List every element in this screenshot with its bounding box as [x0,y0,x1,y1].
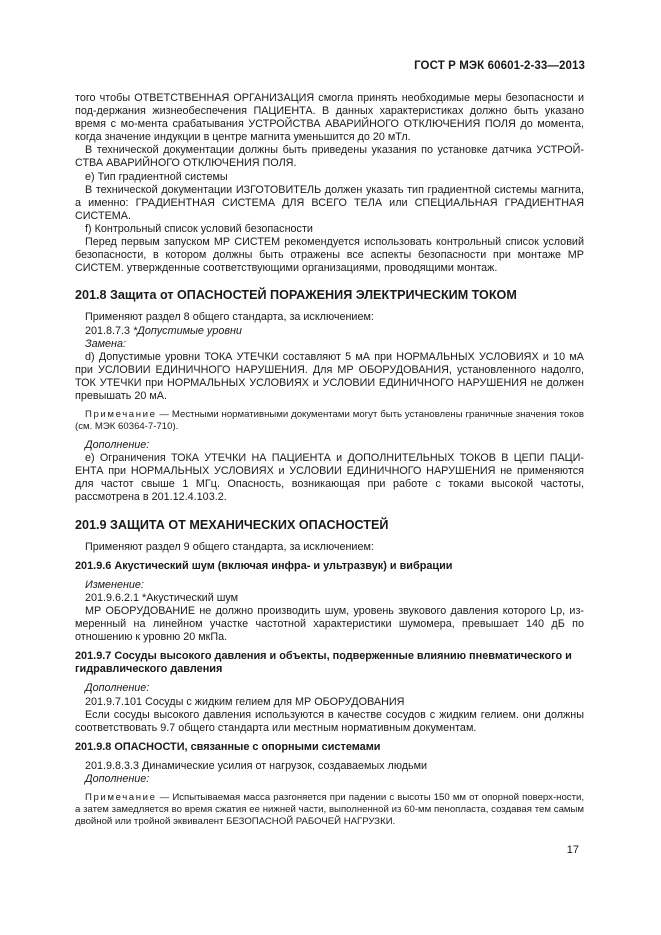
paragraph-text: e) Ограничения ТОКА УТЕЧКИ НА ПАЦИЕНТА и ДОПОЛНИТЕЛЬНЫХ ТОКОВ В ЦЕПИ ПАЦИ-ЕНТА при НОРМАЛЬНЫХ УСЛОВИЯХ и УСЛОВИИ ЕДИНИЧНОГО НАРУШЕНИЯ не применяются для частот свыше 1 МГц. Опасность, возникающая при работе с токами высокой частоты, рассмотрена в 201.12.4.103.2. [75,452,584,504]
paragraph-text: d) Допустимые уровни ТОКА УТЕЧКИ составляют 5 мА при НОРМАЛЬНЫХ УСЛОВИЯХ и 10 мА при УСЛОВИИ ЕДИНИЧНОГО НАРУШЕНИЯ. Для МР ОБОРУДОВАНИЯ, установленного надолго, ТОК УТЕЧКИ при НОРМАЛЬНЫХ УСЛОВИЯХ и УСЛОВИИ ЕДИНИЧНОГО НАРУШЕНИЯ не должен превышать 20 мА. [75,350,584,402]
page-content [75,92,584,828]
note-label: Примечание [85,792,157,804]
subsection-heading: 201.9.6 Акустический шум (включая инфра- и ультразвук) и вибрации [75,559,453,572]
body-paragraph [75,311,584,324]
paragraph-text: Применяют раздел 8 общего стандарта, за исключением: [85,311,374,324]
italic-label [75,773,584,786]
spacer [75,302,584,311]
italic-label [75,579,584,592]
paragraph-text: f) Контрольный список условий безопасности [85,222,313,235]
body-paragraph [75,605,584,644]
italic-title: *Допустимые уровни [133,324,242,337]
note-label: Примечание [85,409,157,421]
body-paragraph [75,709,584,735]
paragraph-text: Перед первым запуском МР СИСТЕМ рекомендуется использовать контрольный список условий безопасности, в котором должны быть отражены все аспекты безопасности при монтаже МР СИСТЕМ. утвержденные соответствующими организациями, проводящими монтаж. [75,236,584,275]
body-paragraph [75,760,584,773]
body-paragraph [75,452,584,504]
spacer [75,532,584,541]
body-paragraph [75,592,584,605]
body-paragraph [75,696,584,709]
body-paragraph [75,325,584,338]
page-number: 17 [566,844,579,856]
body-paragraph [75,541,584,554]
paragraph-text: Если сосуды высокого давления используются в качестве сосудов с жидким гелием. они должны соответствовать 9.7 общего стандарта или местным нормативным документам. [75,708,584,734]
paragraph-text: 201.9.7.101 Сосуды с жидким гелием для МР ОБОРУДОВАНИЯ [85,695,405,708]
subsection-heading: 201.9.8 ОПАСНОСТИ, связанные с опорными системами [75,740,381,753]
note-paragraph [75,409,584,433]
note-paragraph [75,792,584,828]
paragraph-text: 201.9.8.3.3 Динамические усилия от нагрузок, создаваемых людьми [85,759,428,772]
body-paragraph [75,171,584,184]
paragraph-text: Изменение: [85,578,144,591]
italic-label [75,338,584,351]
paragraph-text: Дополнение: [85,682,150,695]
note-text: — Испытываемая масса разгоняется при падении с высоты 150 мм от опорной поверх-ности, а затем замедляется во время сжатия ее нижней части, выполненной из 60-мм пенопласта, создавая тем самым двойной или тройной эквивалент БЕЗОПАСНОЙ РАБОЧЕЙ НАГРУЗКИ. [75,792,584,828]
document-code: ГОСТ Р МЭК 60601-2-33—2013 [414,60,585,72]
body-paragraph [75,351,584,403]
paragraph-text: В технической документации должны быть приведены указания по установке датчика УСТРОЙ-СТВА АВАРИЙНОГО ОТКЛЮЧЕНИЯ ПОЛЯ. [75,144,584,170]
body-paragraph [75,236,584,275]
body-paragraph [75,184,584,223]
italic-label [75,439,584,452]
note-text: — Местными нормативными документами могут быть установлены граничные значения токов (см. МЭК 60364-7-710). [75,409,584,433]
body-paragraph [75,144,584,170]
paragraph-text: того чтобы ОТВЕТСТВЕННАЯ ОРГАНИЗАЦИЯ смогла принять необходимые меры безопасности и под-держания жизнеобеспечения ПАЦИЕНТА. В данных характеристиках должно быть указано время с мо-мента срабатывания УСТРОЙСТВА АВАРИЙНОГО ОТКЛЮЧЕНИЯ ПОЛЯ до момента, когда значение индукции в центре магнита уменьшится до 20 мТл. [75,92,584,144]
paragraph-text: e) Тип градиентной системы [85,170,228,183]
spacer [75,505,584,519]
paragraph-text: 201.8.7.3 [85,324,134,337]
paragraph-text: Замена: [85,337,126,350]
paragraph-text: Дополнение: [85,439,150,452]
paragraph-text: В технической документации ИЗГОТОВИТЕЛЬ должен указать тип градиентной системы магнита, а именно: ГРАДИЕНТНАЯ СИСТЕМА ДЛЯ ВСЕГО ТЕЛА или СПЕЦИАЛЬНАЯ ГРАДИЕНТНАЯ СИСТЕМА. [75,183,584,222]
section-heading: 201.8 Защита от ОПАСНОСТЕЙ ПОРАЖЕНИЯ ЭЛЕКТРИЧЕСКИМ ТОКОМ [75,288,517,303]
paragraph-text: 201.9.6.2.1 *Акустический шум [85,591,239,604]
paragraph-text: Дополнение: [85,773,150,786]
subsection-heading: 201.9.7 Сосуды высокого давления и объекты, подверженные влиянию пневматического и гидравлического давления [75,650,572,676]
body-paragraph [75,223,584,236]
section-heading: 201.9 ЗАЩИТА ОТ МЕХАНИЧЕСКИХ ОПАСНОСТЕЙ [75,517,389,532]
body-paragraph [75,92,584,144]
paragraph-text: Применяют раздел 9 общего стандарта, за исключением: [85,540,374,553]
paragraph-text: МР ОБОРУДОВАНИЕ не должно производить шум, уровень звукового давления которого Lp, из-меренный на линейном участке частотной характеристики шумомера, превышает 140 дБ по отношению к уровню 20 мкПа. [75,605,584,644]
italic-label [75,682,584,695]
